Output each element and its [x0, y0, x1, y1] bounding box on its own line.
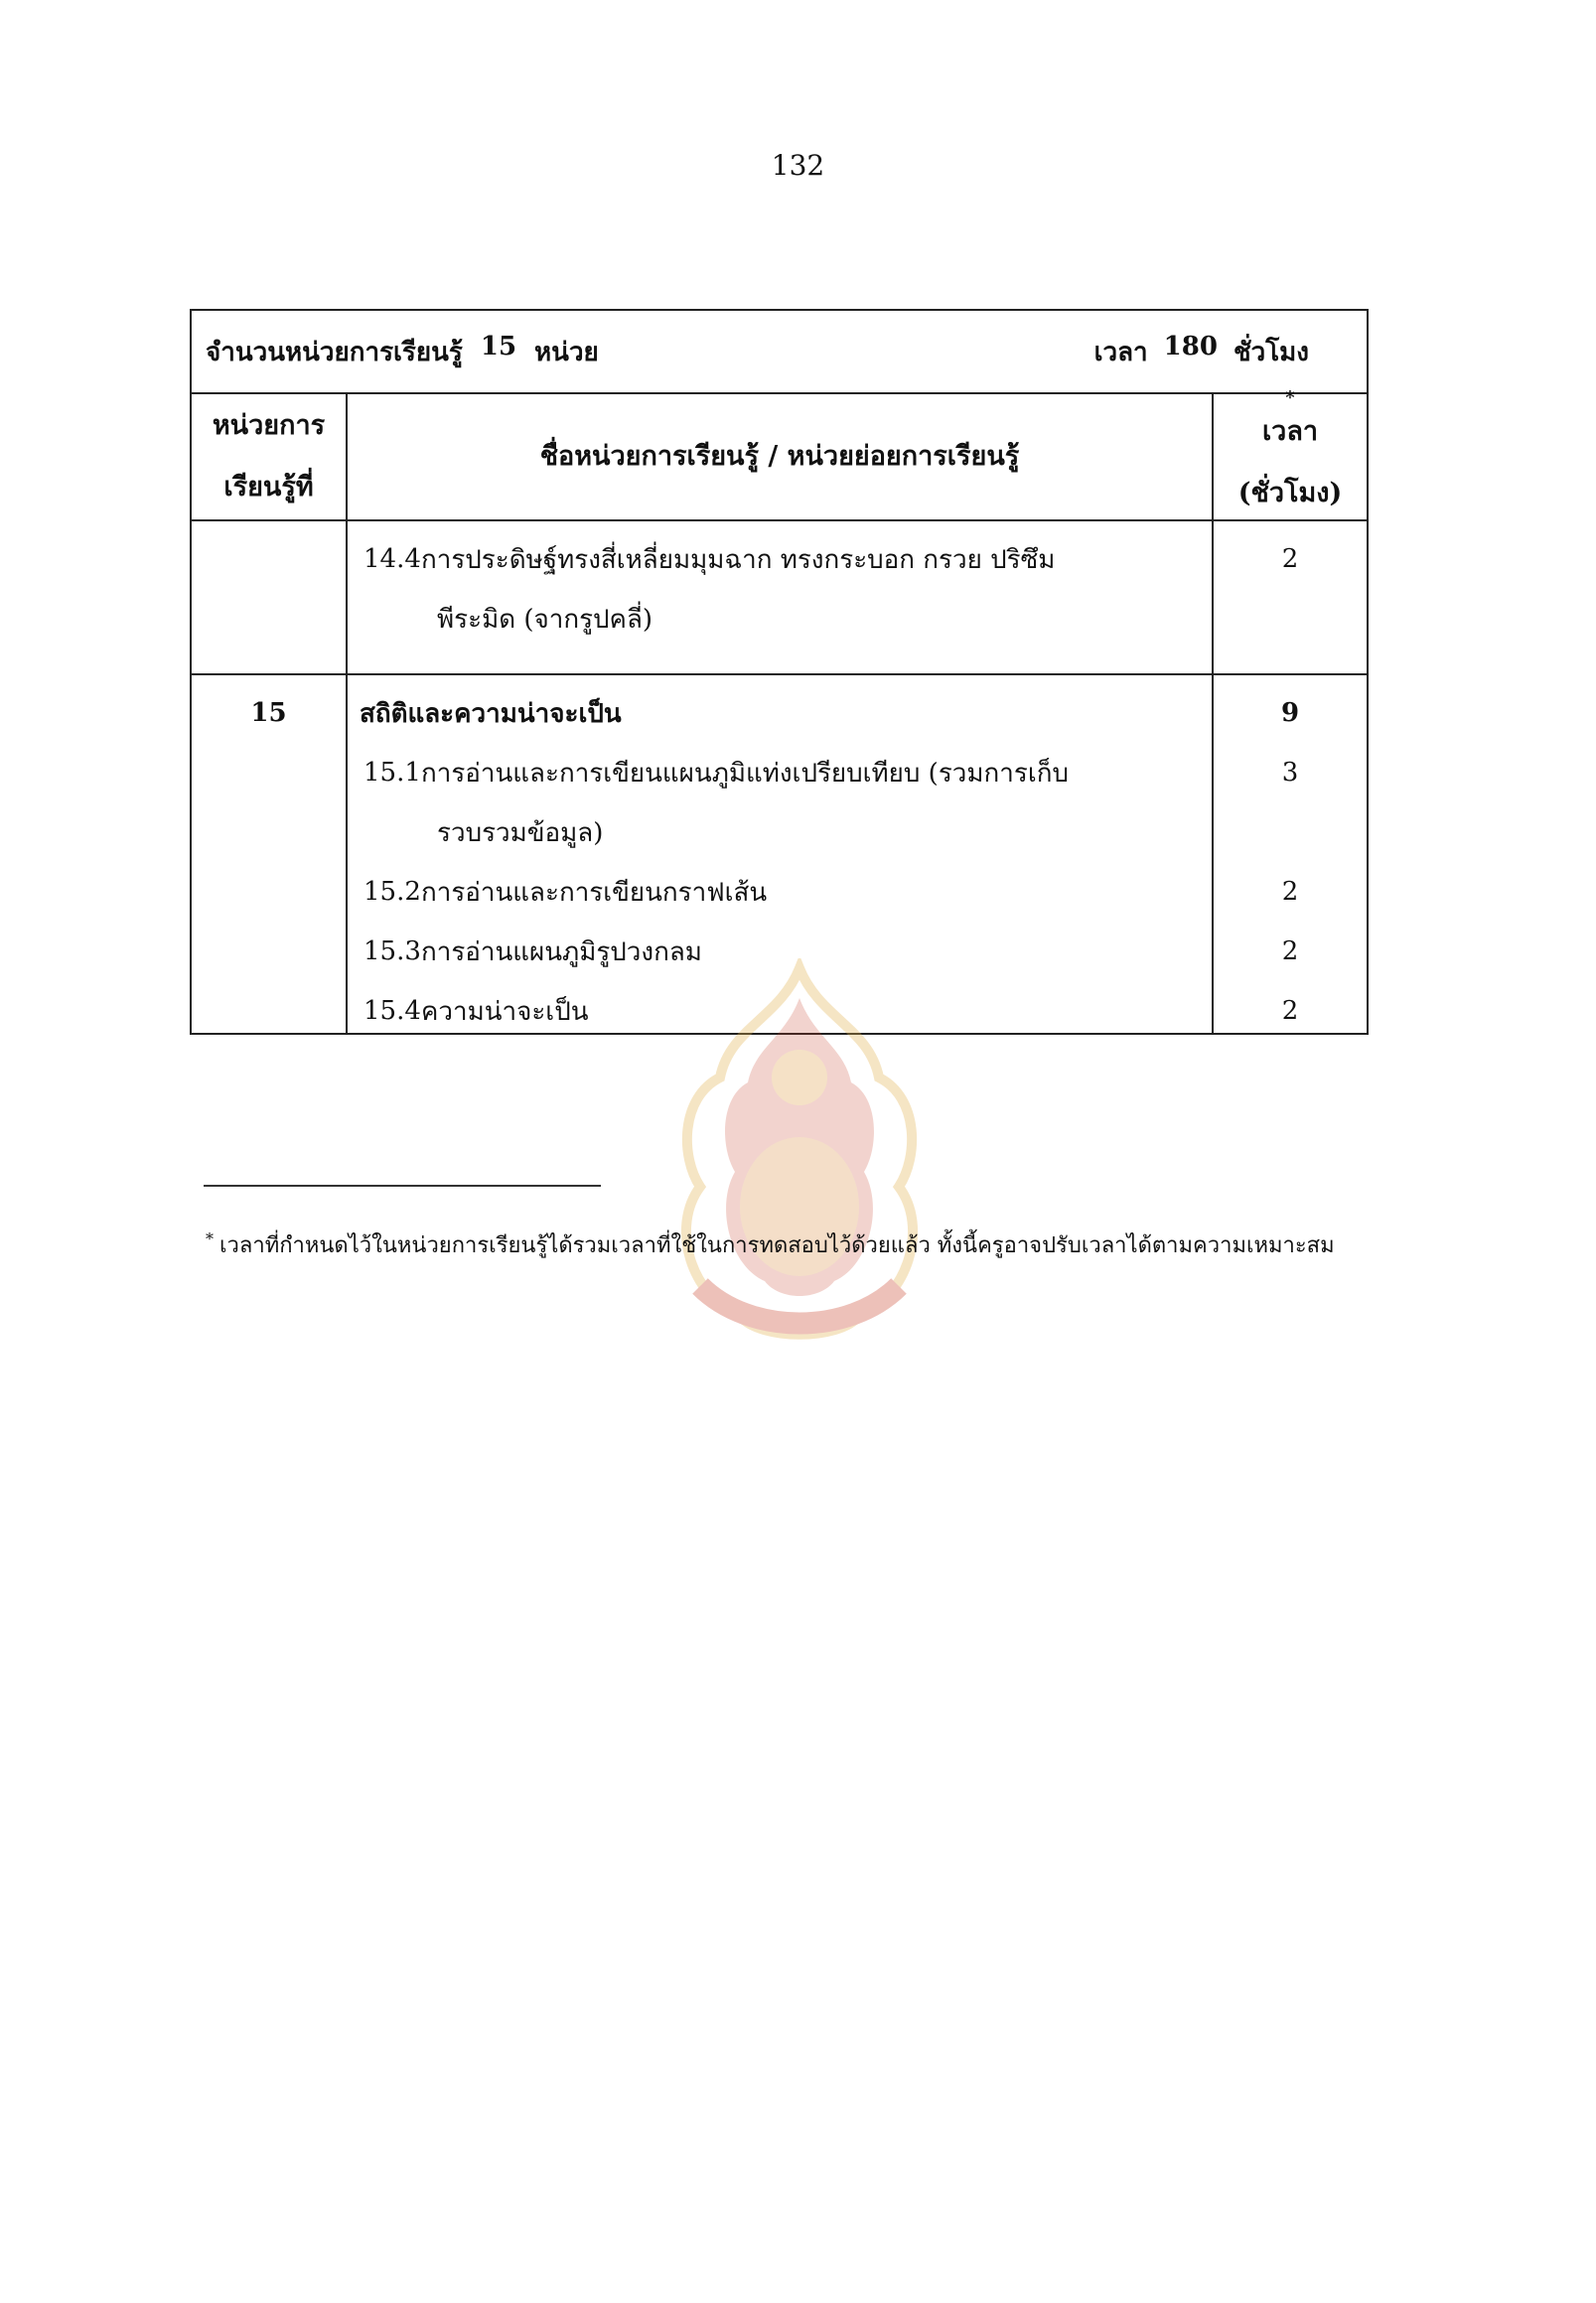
- subunit-line: [348, 743, 1212, 802]
- footnote: [206, 1227, 1368, 1262]
- time-unit: ชั่วโมง: [1233, 337, 1309, 367]
- subunit-hours: 2: [1281, 996, 1299, 1026]
- subunit-number: 14.4: [363, 544, 421, 574]
- subunit-title: การอ่านและการเขียนกราฟเส้น: [421, 877, 768, 908]
- time-label: เวลา: [1093, 337, 1148, 367]
- time-header-star: *: [1285, 387, 1295, 408]
- footnote-text: เวลาที่กำหนดไว้ในหน่วยการเรียนรู้ได้รวมเวลาที่ใช้ในการทดสอบไว้ด้วยแล้ว ทั้งนี้ครูอาจปรับเวลาได้ตามความเหมาะสม: [219, 1233, 1335, 1258]
- subunit-title: การประดิษฐ์ทรงสี่เหลี่ยมมุมฉาก ทรงกระบอก กรวย ปริซึม: [421, 544, 1056, 575]
- subunit-line: [348, 529, 1212, 589]
- subunit-hours: 2: [1281, 877, 1299, 907]
- unit-number-cell: [192, 675, 348, 1033]
- subunit-title: ความน่าจะเป็น: [421, 996, 589, 1027]
- header-row: [192, 387, 1367, 519]
- subunit-line: [348, 862, 1212, 922]
- footnote-marker: *: [206, 1228, 214, 1248]
- unit-number-cell: [192, 521, 348, 673]
- subunit-hours: 3: [1281, 758, 1299, 788]
- time-header-line2: (ชั่วโมง): [1237, 478, 1343, 508]
- subunit-number: 15.4: [363, 996, 421, 1026]
- curriculum-table: [190, 309, 1369, 1035]
- units-suffix: หน่วย: [534, 337, 599, 367]
- time-column-header: [1214, 387, 1367, 519]
- subunit-title: การอ่านและการเขียนแผนภูมิแท่งเปรียบเทียบ (รวมการเก็บ: [421, 758, 1069, 789]
- seal-watermark-icon: [660, 958, 939, 1356]
- subunit-hours: 2: [1281, 936, 1299, 966]
- unit-header-line1: หน่วยการ: [212, 410, 326, 441]
- footnote-divider: [204, 1185, 601, 1187]
- subunit-number: 15.1: [363, 758, 421, 788]
- unit-name-cell: [348, 521, 1214, 673]
- unit-number: 15: [250, 698, 287, 728]
- unit-total-hours: 9: [1280, 698, 1300, 728]
- subunit-hours: 2: [1281, 544, 1299, 574]
- time-summary: [1094, 332, 1309, 372]
- unit-header-line2: เรียนรู้ที่: [223, 472, 314, 503]
- unit-column-header: [192, 394, 348, 519]
- subunit-number: 15.3: [363, 936, 421, 966]
- hours-spacer: [1214, 802, 1367, 862]
- time-header-line1: เวลา: [1261, 416, 1319, 447]
- time-value: 180: [1163, 331, 1218, 361]
- units-summary: [206, 332, 599, 372]
- unit-title: สถิติและความน่าจะเป็น: [360, 698, 622, 729]
- page-number: 132: [771, 149, 825, 182]
- hours-cell: [1214, 521, 1367, 673]
- hours-cell: [1214, 675, 1367, 1033]
- summary-row: [192, 311, 1367, 392]
- units-count: 15: [480, 331, 517, 361]
- table-row-unit-14: [192, 519, 1367, 673]
- subunit-title-continued: รวบรวมข้อมูล): [437, 817, 604, 848]
- name-column-header: ชื่อหน่วยการเรียนรู้ / หน่วยย่อยการเรียนรู้: [348, 394, 1214, 519]
- units-label: จำนวนหน่วยการเรียนรู้: [206, 337, 463, 367]
- subunit-title: การอ่านแผนภูมิรูปวงกลม: [421, 936, 702, 967]
- subunit-title-continued: พีระมิด (จากรูปคลี่): [437, 604, 653, 635]
- subunit-number: 15.2: [363, 877, 421, 907]
